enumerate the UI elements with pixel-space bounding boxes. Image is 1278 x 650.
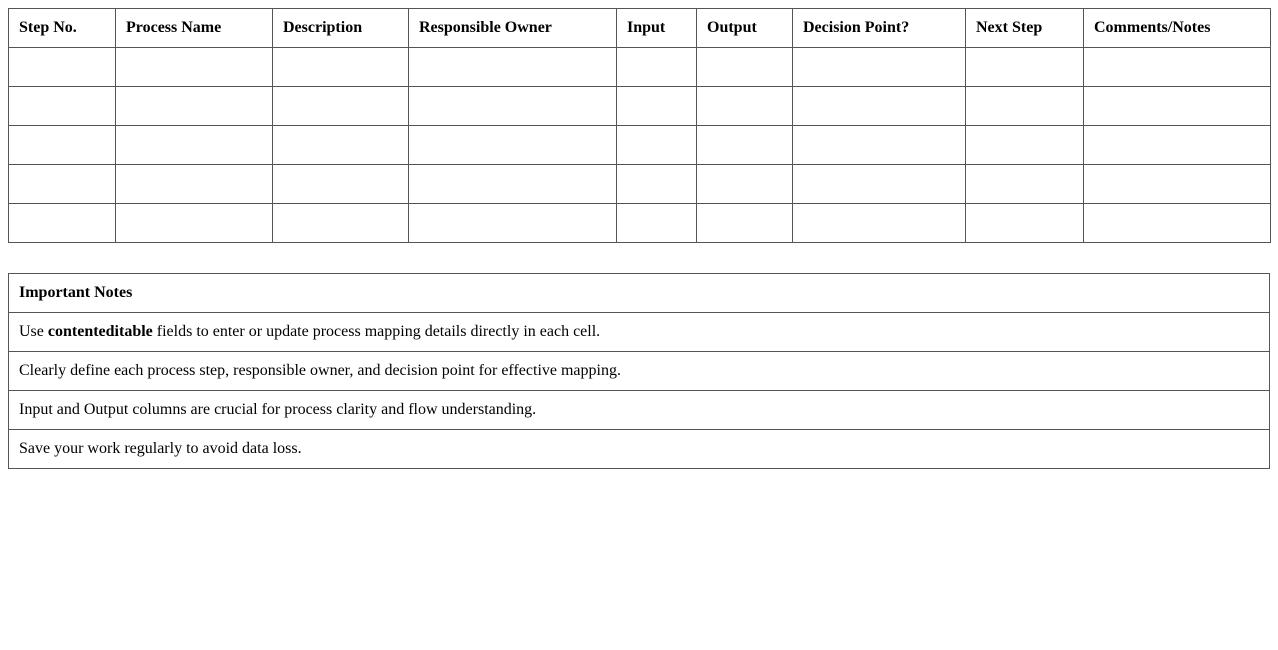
- note-row: [9, 391, 1270, 430]
- cell-description[interactable]: [273, 87, 409, 126]
- cell-input[interactable]: [617, 87, 697, 126]
- cell-process-name[interactable]: [116, 165, 273, 204]
- cell-process-name[interactable]: [116, 204, 273, 243]
- note-contenteditable: [9, 313, 1270, 352]
- cell-output[interactable]: [697, 126, 793, 165]
- note-row: [9, 313, 1270, 352]
- table-row: [9, 126, 1271, 165]
- table-row: [9, 165, 1271, 204]
- cell-description[interactable]: [273, 204, 409, 243]
- header-decision-point: Decision Point?: [793, 9, 966, 48]
- cell-description[interactable]: [273, 48, 409, 87]
- cell-decision-point[interactable]: [793, 165, 966, 204]
- cell-comments-notes[interactable]: [1084, 204, 1271, 243]
- note-text-after: fields to enter or update process mapping details directly in each cell.: [152, 323, 601, 340]
- cell-decision-point[interactable]: [793, 48, 966, 87]
- cell-step-no[interactable]: [9, 204, 116, 243]
- cell-output[interactable]: [697, 48, 793, 87]
- note-text-bold: contenteditable: [47, 323, 153, 340]
- cell-process-name[interactable]: [116, 48, 273, 87]
- header-responsible-owner: Responsible Owner: [409, 9, 617, 48]
- note-row: [9, 352, 1270, 391]
- cell-output[interactable]: [697, 165, 793, 204]
- cell-input[interactable]: [617, 126, 697, 165]
- process-mapping-table: [8, 8, 1271, 243]
- cell-comments-notes[interactable]: [1084, 87, 1271, 126]
- header-step-no: Step No.: [9, 9, 116, 48]
- cell-next-step[interactable]: [966, 126, 1084, 165]
- notes-title: Important Notes: [9, 274, 1270, 313]
- cell-comments-notes[interactable]: [1084, 165, 1271, 204]
- cell-step-no[interactable]: [9, 87, 116, 126]
- cell-responsible-owner[interactable]: [409, 204, 617, 243]
- cell-responsible-owner[interactable]: [409, 87, 617, 126]
- important-notes-table: [8, 273, 1270, 469]
- cell-next-step[interactable]: [966, 48, 1084, 87]
- cell-responsible-owner[interactable]: [409, 165, 617, 204]
- cell-input[interactable]: [617, 204, 697, 243]
- cell-input[interactable]: [617, 165, 697, 204]
- cell-step-no[interactable]: [9, 165, 116, 204]
- cell-next-step[interactable]: [966, 204, 1084, 243]
- table-row: [9, 204, 1271, 243]
- cell-description[interactable]: [273, 126, 409, 165]
- note-define-steps: Clearly define each process step, responsible owner, and decision point for effective mapping.: [9, 352, 1270, 391]
- header-comments-notes: Comments/Notes: [1084, 9, 1271, 48]
- header-process-name: Process Name: [116, 9, 273, 48]
- cell-input[interactable]: [617, 48, 697, 87]
- header-next-step: Next Step: [966, 9, 1084, 48]
- cell-comments-notes[interactable]: [1084, 126, 1271, 165]
- cell-step-no[interactable]: [9, 48, 116, 87]
- table-row: [9, 48, 1271, 87]
- page-content: [8, 8, 1270, 469]
- table-row: [9, 87, 1271, 126]
- cell-process-name[interactable]: [116, 126, 273, 165]
- cell-output[interactable]: [697, 87, 793, 126]
- cell-responsible-owner[interactable]: [409, 126, 617, 165]
- note-row: [9, 430, 1270, 469]
- cell-decision-point[interactable]: [793, 126, 966, 165]
- note-save-work: Save your work regularly to avoid data loss.: [9, 430, 1270, 469]
- table-header-row: [9, 9, 1271, 48]
- header-description: Description: [273, 9, 409, 48]
- cell-decision-point[interactable]: [793, 87, 966, 126]
- note-text-before: Use: [19, 323, 48, 340]
- header-input: Input: [617, 9, 697, 48]
- cell-description[interactable]: [273, 165, 409, 204]
- cell-next-step[interactable]: [966, 87, 1084, 126]
- notes-title-row: [9, 274, 1270, 313]
- cell-comments-notes[interactable]: [1084, 48, 1271, 87]
- note-input-output: Input and Output columns are crucial for process clarity and flow understanding.: [9, 391, 1270, 430]
- cell-decision-point[interactable]: [793, 204, 966, 243]
- cell-responsible-owner[interactable]: [409, 48, 617, 87]
- header-output: Output: [697, 9, 793, 48]
- cell-process-name[interactable]: [116, 87, 273, 126]
- cell-next-step[interactable]: [966, 165, 1084, 204]
- cell-output[interactable]: [697, 204, 793, 243]
- cell-step-no[interactable]: [9, 126, 116, 165]
